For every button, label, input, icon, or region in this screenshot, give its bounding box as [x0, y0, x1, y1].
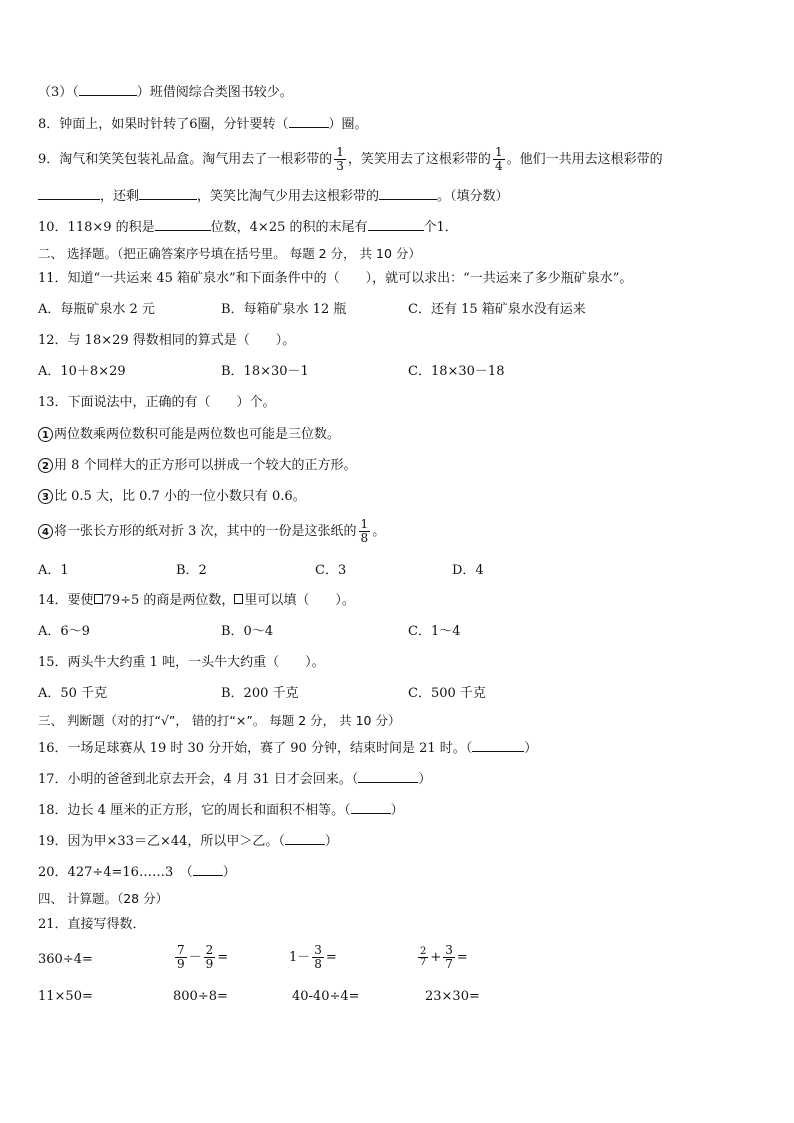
q19-text: 19．因为甲×33＝乙×44，所以甲＞乙。（: [38, 834, 285, 849]
circled-number: 3: [38, 489, 53, 504]
q9-part1: 9．淘气和笑笑包装礼品盒。淘气用去了一根彩带的: [38, 152, 333, 167]
question-17: [38, 769, 431, 789]
statement-end: 。: [372, 524, 386, 539]
question-10: [38, 217, 458, 237]
question-18: [38, 800, 404, 820]
q3-prefix: （3）（: [38, 85, 79, 100]
question-8: [38, 114, 368, 134]
equals: =: [456, 950, 468, 965]
calc-item-2: [173, 940, 228, 976]
operator: －: [188, 950, 202, 965]
fraction: $\frac{7}{9}$: [177, 943, 185, 971]
question-13: 13．下面说法中，正确的有（ ）个。: [38, 395, 276, 410]
question-9: [38, 143, 663, 177]
q14-option-b[interactable]: B．0～4: [221, 624, 274, 639]
calc-prefix: 1－: [289, 950, 311, 965]
question-21: 21．直接写得数．: [38, 917, 146, 932]
q12-option-a[interactable]: A．10＋8×29: [38, 364, 126, 379]
q12-option-b[interactable]: B．18×30－1: [221, 364, 309, 379]
answer-blank[interactable]: [368, 217, 424, 231]
answer-blank[interactable]: [139, 186, 197, 200]
fraction: $\frac{3}{8}$: [314, 943, 322, 971]
q17-close: ）: [418, 772, 432, 787]
q8-pre: 8．钟面上，如果时针转了6圈，分针要转（: [38, 117, 289, 132]
question-12: 12．与 18×29 得数相同的算式是（ ）。: [38, 333, 296, 348]
q13-statement-3: [38, 488, 306, 506]
q16-close: ）: [524, 741, 538, 756]
q13-option-c[interactable]: C．3: [315, 563, 347, 578]
circled-number: 1: [38, 427, 53, 442]
q18-close: ）: [390, 803, 404, 818]
fraction: $\frac{3}{7}$: [445, 943, 453, 971]
q11-option-a[interactable]: A．每瓶矿泉水 2 元: [38, 302, 155, 317]
q14-mid2: 里可以填（ ）。: [244, 593, 355, 608]
calc-item-1: 360÷4=: [38, 952, 93, 967]
calc-item-5: 11×50=: [38, 989, 93, 1004]
q13-statement-1: [38, 426, 340, 444]
q13-option-a[interactable]: A．1: [38, 563, 69, 578]
square-box-icon: [234, 594, 243, 604]
answer-blank[interactable]: [193, 862, 223, 876]
question-19: [38, 831, 338, 851]
q19-close: ）: [324, 834, 338, 849]
section-4-heading: 四、 计算题。（28 分）: [38, 891, 169, 906]
q15-option-b[interactable]: B．200 千克: [221, 686, 299, 701]
fraction: $\frac{2}{7}$: [420, 946, 427, 968]
answer-blank[interactable]: [285, 831, 325, 845]
fraction: $\frac{1}{3}$: [336, 145, 344, 173]
calc-item-6: 800÷8=: [173, 989, 228, 1004]
q9-l2c: 。（填分数）: [437, 189, 509, 204]
q17-text: 17．小明的爸爸到北京去开会，4 月 31 日才会回来。（: [38, 772, 359, 787]
fraction: $\frac{1}{4}$: [494, 145, 503, 173]
statement-text: 比 0.5 大，比 0.7 小的一位小数只有 0.6。: [54, 489, 306, 504]
q20-text: 20．427÷4=16……3 （: [38, 865, 193, 880]
answer-blank[interactable]: [155, 217, 211, 231]
section-3-heading: 三、 判断题（对的打“√”， 错的打“×”。 每题 2 分， 共 10 分）: [38, 713, 401, 728]
answer-blank[interactable]: [472, 738, 524, 752]
q14-pre: 14．要使: [38, 593, 94, 608]
question-20: [38, 862, 236, 882]
square-box-icon: [94, 594, 103, 604]
circled-number: 2: [38, 458, 53, 473]
fraction: $\frac{2}{9}$: [205, 943, 214, 971]
q14-mid: 79÷5 的商是两位数，: [103, 593, 235, 608]
q13-option-d[interactable]: D．4: [452, 563, 484, 578]
calc-item-8: 23×30=: [425, 989, 480, 1004]
q12-option-c[interactable]: C．18×30－18: [408, 364, 505, 379]
question-11: 11．知道“一共运来 45 箱矿泉水”和下面条件中的（ ），就可以求出：“一共运来了多少瓶矿泉水”。: [38, 271, 633, 286]
fraction: $\frac{1}{8}$: [360, 517, 369, 545]
equals: =: [217, 950, 229, 965]
statement-text: 将一张长方形的纸对折 3 次，其中的一份是这张纸的: [54, 524, 357, 539]
q9-l2a: ，还剩: [100, 189, 140, 204]
answer-blank[interactable]: [351, 800, 391, 814]
operator: +: [430, 950, 442, 965]
section-2-heading: 二、 选择题。（把正确答案序号填在括号里。 每题 2 分， 共 10 分）: [38, 246, 421, 261]
q15-option-c[interactable]: C．500 千克: [408, 686, 486, 701]
q15-option-a[interactable]: A．50 千克: [38, 686, 108, 701]
q9-part3: 。他们一共用去这根彩带的: [506, 152, 663, 167]
calc-item-7: 40-40÷4=: [292, 989, 360, 1004]
q13-option-b[interactable]: B．2: [176, 563, 207, 578]
answer-blank[interactable]: [79, 82, 137, 96]
q10-b: 位数，4×25 的积的末尾有: [210, 220, 368, 235]
q3-suffix: ）班借阅综合类图书较少。: [136, 85, 293, 100]
q20-close: ）: [222, 865, 236, 880]
question-3-sub: [38, 82, 293, 102]
calc-item-4: [416, 940, 468, 976]
q11-option-c[interactable]: C．还有 15 箱矿泉水没有运来: [408, 302, 586, 317]
answer-blank[interactable]: [358, 769, 418, 783]
answer-blank[interactable]: [379, 186, 437, 200]
statement-text: 用 8 个同样大的正方形可以拼成一个较大的正方形。: [54, 458, 357, 473]
question-14: [38, 592, 355, 610]
q14-option-a[interactable]: A．6～9: [38, 624, 90, 639]
circled-number: 4: [38, 524, 53, 539]
q9-l2b: ，笑笑比淘气少用去这根彩带的: [197, 189, 380, 204]
q18-text: 18．边长 4 厘米的正方形，它的周长和面积不相等。（: [38, 803, 351, 818]
q13-statement-2: [38, 457, 357, 475]
statement-text: 两位数乘两位数积可能是两位数也可能是三位数。: [54, 427, 341, 442]
q13-statement-4: [38, 515, 385, 549]
equals: =: [325, 950, 337, 965]
answer-blank[interactable]: [38, 186, 100, 200]
question-15: 15．两头牛大约重 1 吨，一头牛大约重（ ）。: [38, 655, 325, 670]
q16-text: 16．一场足球赛从 19 时 30 分开始，赛了 90 分钟，结束时间是 21 时。（: [38, 741, 473, 756]
q14-option-c[interactable]: C．1～4: [408, 624, 461, 639]
q10-c: 个1．: [423, 220, 458, 235]
calc-item-3: [289, 940, 337, 976]
q11-option-b[interactable]: B．每箱矿泉水 12 瓶: [221, 302, 347, 317]
question-9-line2: [38, 186, 509, 206]
q10-a: 10．118×9 的积是: [38, 220, 155, 235]
q8-post: ）圈。: [328, 117, 368, 132]
answer-blank[interactable]: [289, 114, 329, 128]
q9-part2: ，笑笑用去了这根彩带的: [347, 152, 491, 167]
question-16: [38, 738, 537, 758]
